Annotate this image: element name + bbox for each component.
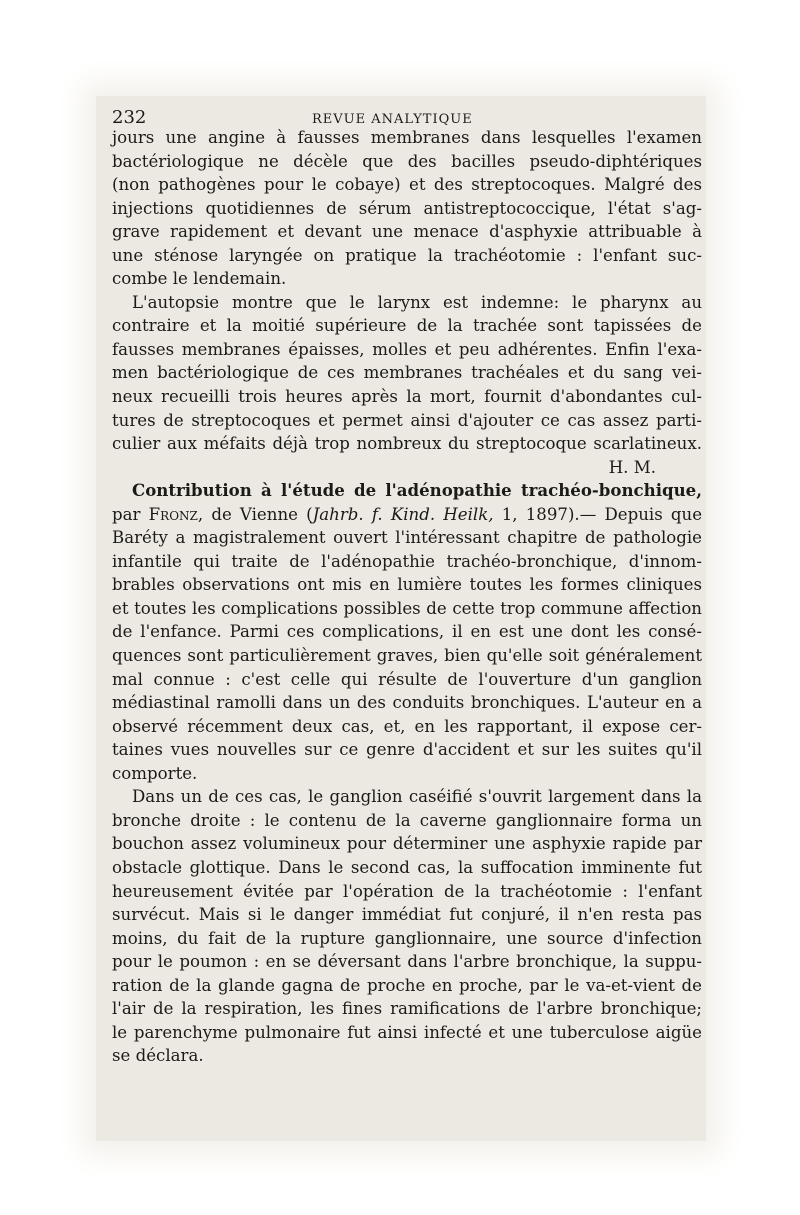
paragraph-4	[112, 785, 702, 1068]
text-line: mal connue : c'est celle qui résulte de l'ouverture d'un ganglion	[112, 669, 702, 689]
text-line: ration de la glande gagna de proche en proche, par le va-et-vient de	[112, 975, 702, 995]
text-line: neux recueilli trois heures après la mort, fournit d'abondantes cul-	[112, 387, 702, 407]
text-line: injections quotidiennes de sérum antistreptococcique, l'état s'ag-	[112, 198, 702, 218]
text-line: brables observations ont mis en lumière toutes les formes cliniques	[112, 575, 702, 595]
text-line: moins, du fait de la rupture ganglionnaire, une source d'infection	[112, 928, 702, 948]
text-line: Baréty a magistralement ouvert l'intéressant chapitre de pathologie	[112, 528, 702, 548]
text-line: (non pathogènes pour le cobaye) et des streptocoques. Malgré des	[112, 175, 702, 195]
journal-name: Jahrb. f. Kind. Heilk,	[312, 504, 494, 524]
text-line: Dans un de ces cas, le ganglion caséifié s'ouvrit largement dans la	[132, 787, 702, 807]
text-line: combe le lendemain.	[112, 269, 287, 289]
text-line: comporte.	[112, 763, 198, 783]
text-line: pour le poumon : en se déversant dans l'arbre bronchique, la suppu-	[112, 952, 702, 972]
article-title: Contribution à l'étude de l'adénopathie trachéo-bonchique,	[132, 480, 702, 501]
text-line: grave rapidement et devant une menace d'asphyxie attribuable à	[112, 222, 702, 242]
text-line: quences sont particulièrement graves, bien qu'elle soit généralement	[112, 646, 702, 666]
running-title: REVUE ANALYTIQUE	[312, 112, 473, 127]
text-line: le parenchyme pulmonaire fut ainsi infecté et une tuberculose aigüe	[112, 1022, 702, 1042]
citation-rest: 1, 1897).— Depuis que	[493, 504, 703, 524]
paragraph-2	[112, 291, 702, 479]
text-line: bouchon assez volumineux pour déterminer une asphyxie rapide par	[112, 834, 702, 854]
text-line: infantile qui traite de l'adénopathie trachéo-bronchique, d'innom-	[112, 551, 702, 571]
text-line: bactériologique ne décèle que des bacilles pseudo-diphtériques	[112, 151, 702, 171]
text-line: contraire et la moitié supérieure de la trachée sont tapissées de	[112, 316, 702, 336]
text-line: men bactériologique de ces membranes trachéales et du sang vei-	[112, 363, 702, 383]
text-line: l'air de la respiration, les fines ramifications de l'arbre bronchique;	[112, 999, 702, 1019]
text-block	[112, 106, 702, 1068]
citation-line	[112, 503, 702, 527]
text-line: et toutes les complications possibles de cette trop commune affection	[112, 598, 702, 618]
text-line: taines vues nouvelles sur ce genre d'accident et sur les suites qu'il	[112, 740, 702, 760]
text-line: se déclara.	[112, 1046, 204, 1066]
text-line: survécut. Mais si le danger immédiat fut conjuré, il n'en resta pas	[112, 905, 702, 925]
text-line: médiastinal ramolli dans un des conduits bronchiques. L'auteur en a	[112, 693, 702, 713]
text-line: bronche droite : le contenu de la caverne ganglionnaire forma un	[112, 810, 702, 830]
text-line: culier aux méfaits déjà trop nombreux du streptocoque scarlatineux.	[112, 434, 702, 454]
text-line: L'autopsie montre que le larynx est indemne: le pharynx au	[132, 292, 702, 312]
text-line: une sténose laryngée on pratique la trachéotomie : l'enfant suc-	[112, 245, 702, 265]
text-line: jours une angine à fausses membranes dans lesquelles l'examen	[112, 128, 702, 147]
text-line: observé récemment deux cas, et, en les rapportant, il expose cer-	[112, 716, 702, 736]
text-line: heureusement évitée par l'opération de la trachéotomie : l'enfant	[112, 881, 702, 901]
paragraph-3	[112, 479, 702, 785]
by-word: par	[112, 504, 141, 524]
text-line: obstacle glottique. Dans le second cas, la suffocation imminente fut	[112, 857, 702, 877]
paragraph-1	[112, 126, 702, 291]
text-line: fausses membranes épaisses, molles et peu adhérentes. Enfin l'exa-	[112, 339, 702, 359]
author-name: Fronz	[148, 504, 198, 524]
text-line: de l'enfance. Parmi ces complications, il en est une dont les consé-	[112, 622, 702, 642]
page-number: 232	[112, 107, 147, 128]
text-line: tures de streptocoques et permet ainsi d'ajouter ce cas assez parti-	[112, 410, 702, 430]
author-place: , de Vienne (	[197, 504, 313, 524]
author-initials: H. M.	[608, 457, 656, 477]
